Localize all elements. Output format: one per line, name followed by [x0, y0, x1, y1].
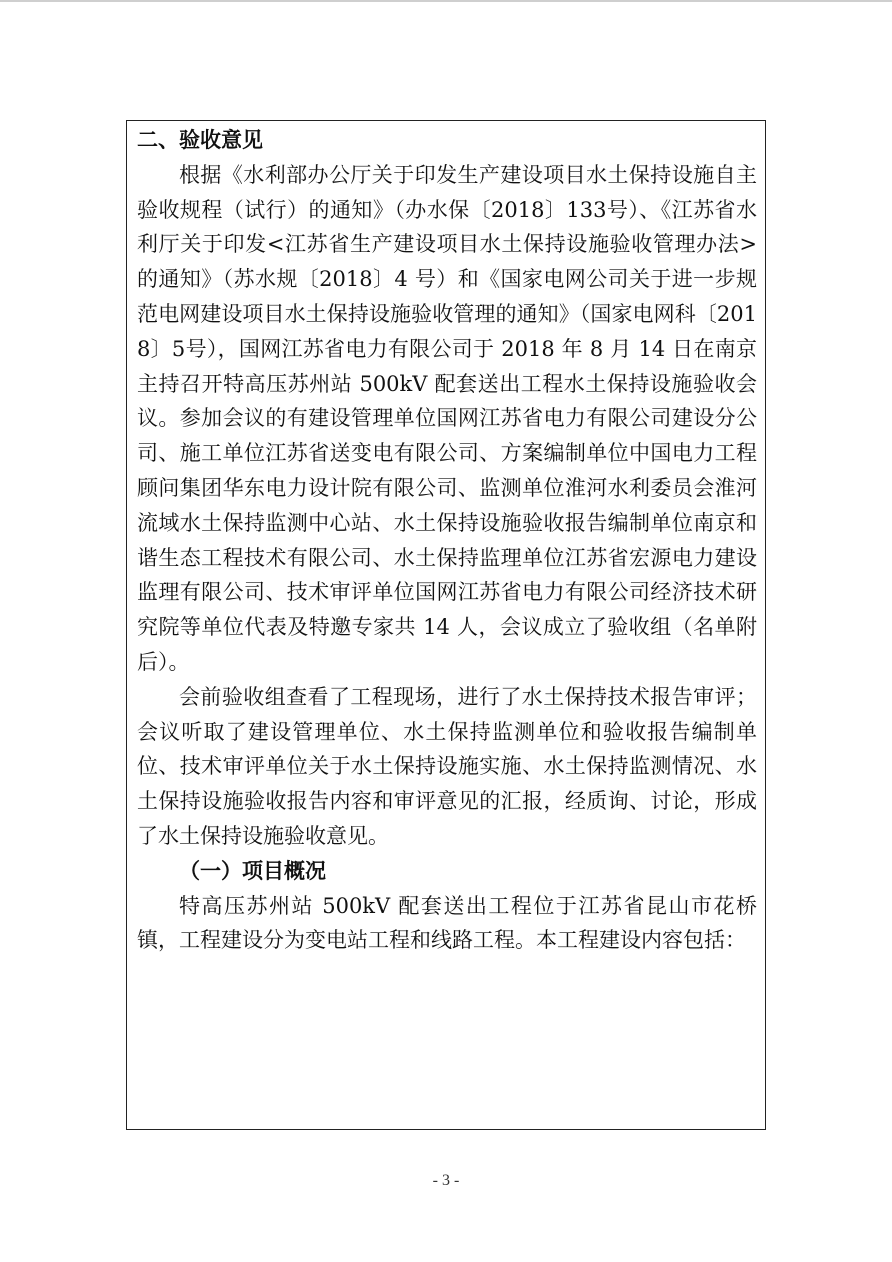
document-frame [126, 120, 766, 1130]
top-edge-rule [0, 0, 892, 2]
paragraph-acceptance-basis: 根据《水利部办公厅关于印发生产建设项目水土保持设施自主验收规程（试行）的通知》（办水保〔2018〕133号）、《江苏省水利厅关于印发<江苏省生产建设项目水土保持设施验收管理办法>的通知》（苏水规〔2018〕4 号）和《国家电网公司关于进一步规范电网建设项目水土保持设施验收管理的通知》（国家电网科〔2018〕5号），国网江苏省电力有限公司于 2018 年 8 月 14 日在南京主持召开特高压苏州站 500kV 配套送出工程水土保持设施验收会议。参加会议的有建设管理单位国网江苏省电力有限公司建设分公司、施工单位江苏省送变电有限公司、方案编制单位中国电力工程顾问集团华东电力设计院有限公司、监测单位淮河水利委员会淮河流域水土保持监测中心站、水土保持设施验收报告编制单位南京和谐生态工程技术有限公司、水土保持监理单位江苏省宏源电力建设监理有限公司、技术审评单位国网江苏省电力有限公司经济技术研究院等单位代表及特邀专家共 14 人，会议成立了验收组（名单附后）。 [137, 162, 757, 674]
section-title: 二、验收意见 [137, 127, 263, 152]
paragraph-meeting-process: 会前验收组查看了工程现场，进行了水土保持技术报告审评；会议听取了建设管理单位、水土保持监测单位和验收报告编制单位、技术审评单位关于水土保持设施实施、水土保持监测情况、水土保持设施验收报告内容和审评意见的汇报，经质询、讨论，形成了水土保持设施验收意见。 [137, 684, 757, 848]
document-body [137, 123, 757, 958]
page-number: - 3 - [432, 1172, 460, 1189]
subsection-heading: （一）项目概况 [179, 857, 326, 883]
paragraph-project-overview: 特高压苏州站 500kV 配套送出工程位于江苏省昆山市花桥镇，工程建设分为变电站工程和线路工程。本工程建设内容包括： [137, 893, 757, 953]
